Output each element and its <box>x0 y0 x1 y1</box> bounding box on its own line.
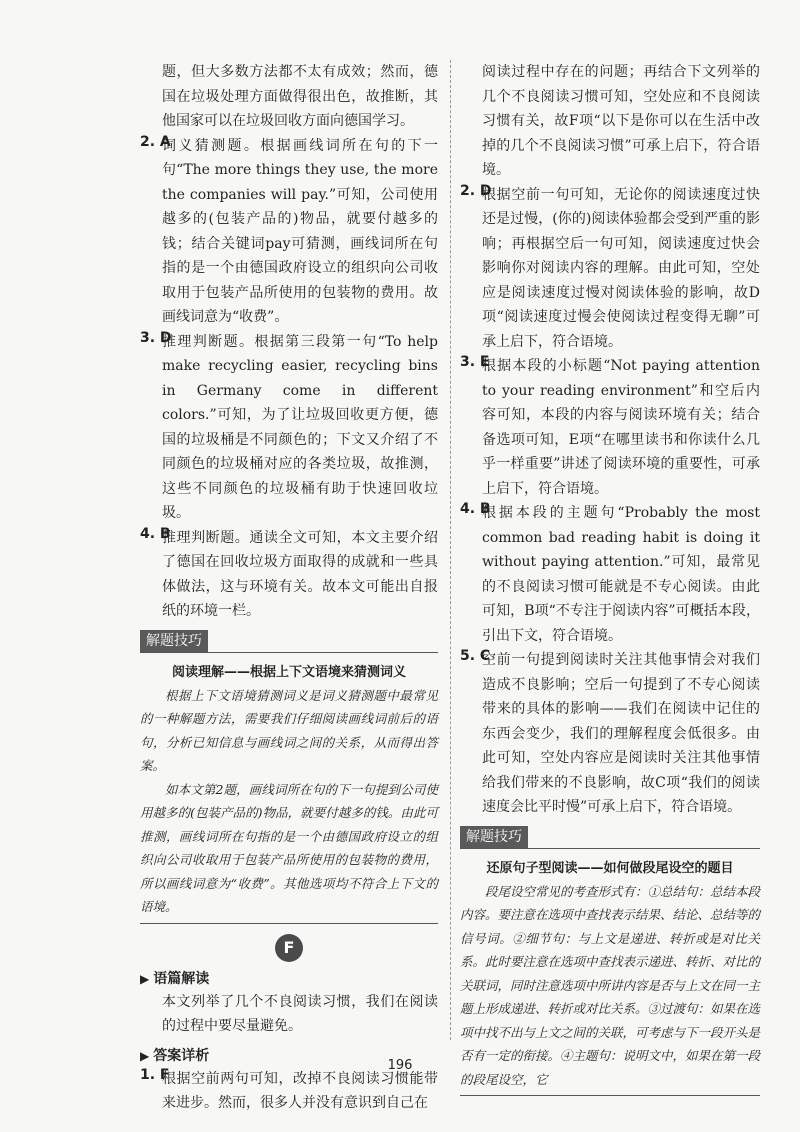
answer-item <box>460 183 760 355</box>
answer-item <box>460 354 760 501</box>
item-number: 4. B <box>140 525 171 542</box>
tips-header <box>140 630 438 653</box>
item-text: 推理判断题。通读全文可知，本文主要介绍了德国在回收垃圾方面取得的成就和一些具体做法，这与环境有关。故本文可能出自报纸的环境一栏。 <box>162 529 438 619</box>
answer-item <box>460 501 760 648</box>
tips-bottom-rule <box>140 923 438 924</box>
answer-item <box>140 1067 438 1116</box>
section-title: 答案详析 <box>153 1047 210 1064</box>
item-text: 空前一句提到阅读时关注其他事情会对我们造成不良影响；空后一句提到了不专心阅读带来的具体的影响——我们在阅读中记住的东西会变少，我们的理解程度会低很多。由此可知，空处内容应是阅读时关注其他事情给我们带来的不良影响，故C项“我们的阅读速度会比平时慢”可承上启下，符合语境。 <box>482 652 760 815</box>
answer-item <box>140 330 438 526</box>
summary-text: 本文列举了几个不良阅读习惯，我们在阅读的过程中要尽量避免。 <box>162 993 438 1034</box>
tips-paragraph: 如本文第2题，画线词所在句的下一句提到公司使用越多的(包装产品的)物品，就要付越多的钱。由此可推测，画线词所在句指的是一个由德国政府设立的组织向公司收取用于包装产品所使用的包装物的费用，所以画线词意为“收费”。其他选项均不符合上下文的语境。 <box>140 781 438 914</box>
tips-bottom-rule <box>460 1095 760 1096</box>
passage-badge: F <box>275 934 303 962</box>
tips-label: 解题技巧 <box>460 826 528 848</box>
item-number: 4. B <box>460 501 491 517</box>
tips-paragraph: 段尾设空常见的考查形式有：①总结句：总结本段内容。要注意在选项中查找表示结果、结论、总结等的信号词。②细节句：与上文是递进、转折或是对比关系。此时要注意在选项中查找表示递进、转折、对比的关联词，同时注意选项中所讲内容是否与上文在同一主题上形成递进、转折或对比关系。③过渡句：如果在选项中找不出与上文之间的关联，可考虑与下一段开头是否有一定的衔接。④主题句：说明文中，如果在第一段的段尾设空，它 <box>460 883 761 1087</box>
item-number: 1. F <box>140 1066 170 1083</box>
item-number: 2. A <box>140 133 171 150</box>
right-intro: 阅读过程中存在的问题；再结合下文列举的几个不良阅读习惯可知，空处应和不良阅读习惯有关，故F项“以下是你可以在生活中改掉的几个不良阅读习惯”可承上启下，符合语境。 <box>482 64 760 178</box>
item-text: 根据本段的主题句“Probably the most common bad reading habit is doing it without paying attention.”可知，最常见的不良阅读习惯可能就是不专心阅读。由此可知，B项“不专注于阅读内容”可概括本段，引出下文，符合语境。 <box>482 505 760 644</box>
tips-paragraph: 根据上下文语境猜测词义是词义猜测题中最常见的一种解题方法，需要我们仔细阅读画线词前后的语句，分析已知信息与画线词之间的关系，从而得出答案。 <box>140 687 438 773</box>
left-column <box>140 60 438 1116</box>
right-column <box>460 60 760 1096</box>
answer-item <box>140 134 438 330</box>
tips-label: 解题技巧 <box>140 630 208 652</box>
left-intro: 题，但大多数方法都不太有成效；然而，德国在垃圾处理方面做得很出色，故推断，其他国家可以在垃圾回收方面向德国学习。 <box>162 64 438 129</box>
item-text: 推理判断题。根据第三段第一句“To help make recycling easier, recycling bins in Germany come in different colors.”可知，为了让垃圾回收更方便，德国的垃圾桶是不同颜色的；下文又介绍了不同颜色的垃圾桶对应的各类垃圾，故推测，这些不同颜色的垃圾桶有助于快速回收垃圾。 <box>162 333 438 521</box>
column-divider <box>450 60 451 1040</box>
item-text: 词义猜测题。根据画线词所在句的下一句“The more things they use, the more the companies will pay.”可知，公司使用越多的(包装产品的)物品，就要付越多的钱；结合关键词pay可猜测，画线词所在句指的是一个由德国政府设立的组织向公司收取用于包装产品所使用的包装物的费用。故画线词意为“收费”。 <box>162 137 438 325</box>
section-heading-summary <box>140 968 438 990</box>
tips-box <box>460 826 760 1097</box>
item-text: 根据空前两句可知，改掉不良阅读习惯能带来进步。然而，很多人并没有意识到自己在 <box>162 1070 438 1111</box>
answer-item <box>460 648 760 820</box>
tips-header <box>460 826 760 849</box>
triangle-icon: ▶ <box>140 1048 150 1063</box>
answer-item <box>140 526 438 624</box>
item-text: 根据本段的小标题“Not paying attention to your reading environment”和空后内容可知，本段的内容与阅读环境有关；结合备选项可知，E项“在哪里读书和你读什么几乎一样重要”讲述了阅读环境的重要性，可承上启下，符合语境。 <box>482 358 760 497</box>
tips-box <box>140 630 438 924</box>
section-title: 语篇解读 <box>153 970 210 987</box>
item-number: 2. D <box>460 182 492 199</box>
triangle-icon: ▶ <box>140 971 150 986</box>
tips-title: 阅读理解——根据上下文语境来猜测词义 <box>171 664 406 680</box>
tips-title: 还原句子型阅读——如何做段尾设空的题目 <box>486 860 734 876</box>
item-number: 5. C <box>460 648 491 664</box>
page-number: 196 <box>387 1058 413 1073</box>
item-text: 根据空前一句可知，无论你的阅读速度过快还是过慢，(你的)阅读体验都会受到严重的影响；再根据空后一句可知，阅读速度过快会影响你对阅读内容的理解。由此可知，空处应是阅读速度过慢对阅读体验的影响，故D项“阅读速度过慢会使阅读过程变得无聊”可承上启下，符合语境。 <box>482 186 760 350</box>
item-number: 3. E <box>460 354 490 370</box>
item-number: 3. D <box>140 329 172 346</box>
